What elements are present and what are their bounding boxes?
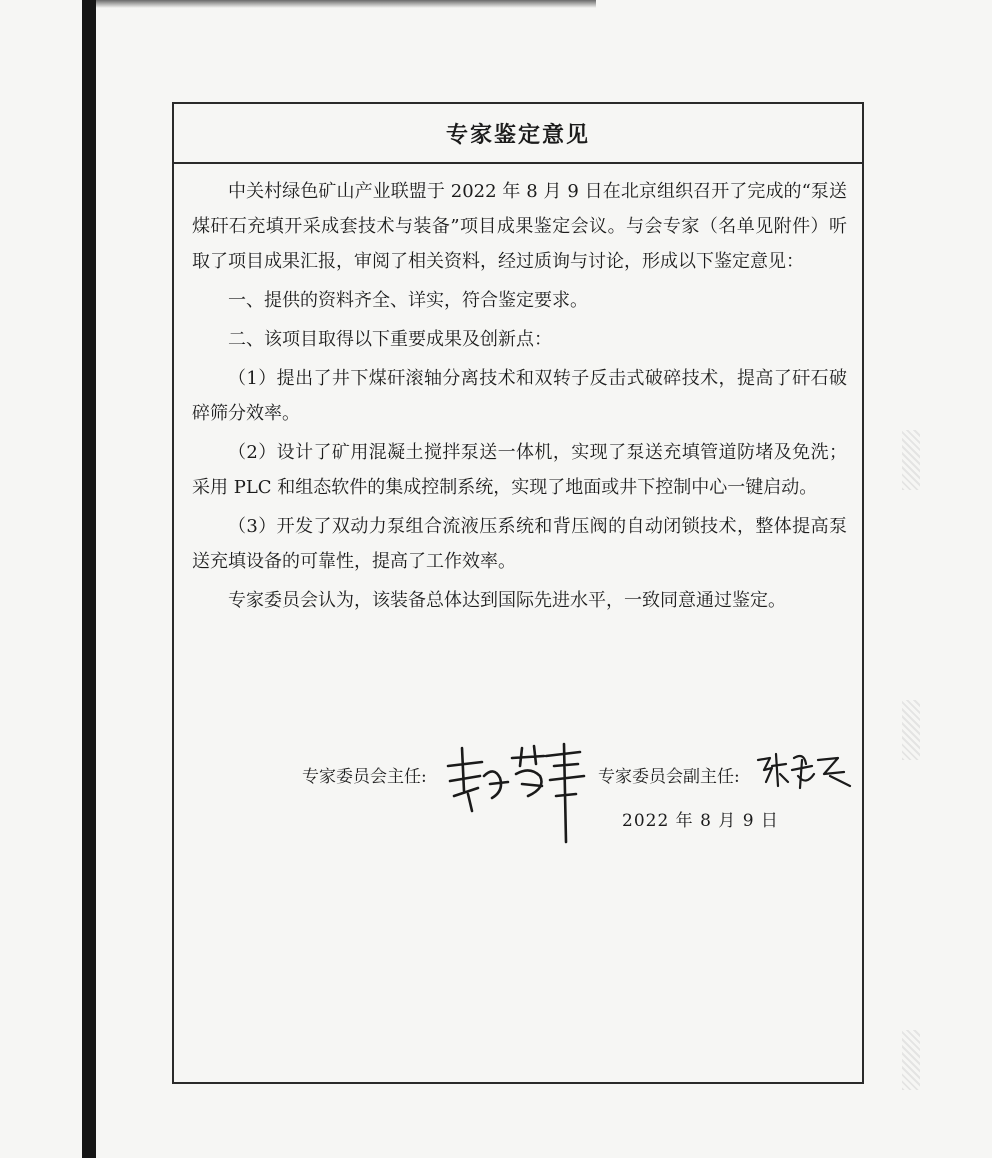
conclusion-paragraph: 专家委员会认为，该装备总体达到国际先进水平，一致同意通过鉴定。 bbox=[228, 590, 786, 611]
signature-area bbox=[174, 744, 862, 854]
document-title: 专家鉴定意见 bbox=[445, 122, 590, 148]
innovation-3: （3）开发了双动力泵组合流液压系统和背压阀的自动闭锁技术，整体提高泵送充填设备的可靠性，提高了工作效率。 bbox=[192, 516, 847, 572]
innovation-1: （1）提出了井下煤矸滚轴分离技术和双转子反击式破碎技术，提高了矸石破碎筛分效率。 bbox=[192, 368, 847, 424]
title-bar bbox=[174, 104, 862, 164]
chair-label: 专家委员会主任: bbox=[302, 767, 427, 787]
innovation-2: （2）设计了矿用混凝土搅拌泵送一体机，实现了泵送充填管道防堵及免洗；采用 PLC 和组态软件的集成控制系统，实现了地面或井下控制中心一键启动。 bbox=[192, 442, 847, 498]
document-body bbox=[192, 174, 847, 618]
scan-speckle bbox=[902, 700, 920, 760]
chair-signature bbox=[442, 736, 592, 846]
vice-chair-label: 专家委员会副主任: bbox=[598, 767, 740, 787]
vice-chair-signature bbox=[754, 746, 854, 796]
page-top-shadow bbox=[96, 0, 596, 8]
opinion-item-1: 一、提供的资料齐全、详实，符合鉴定要求。 bbox=[228, 290, 588, 311]
scan-speckle bbox=[902, 430, 920, 490]
scan-speckle bbox=[902, 1030, 920, 1090]
page-edge-shadow bbox=[82, 0, 96, 1158]
document-frame bbox=[172, 102, 864, 1084]
signature-date: 2022 年 8 月 9 日 bbox=[622, 811, 779, 831]
intro-paragraph: 中关村绿色矿山产业联盟于 2022 年 8 月 9 日在北京组织召开了完成的“泵送煤矸石充填开采成套技术与装备”项目成果鉴定会议。与会专家（名单见附件）听取了项目成果汇报，审阅了相关资料，经过质询与讨论，形成以下鉴定意见： bbox=[192, 181, 847, 272]
opinion-item-2: 二、该项目取得以下重要成果及创新点： bbox=[228, 329, 552, 350]
